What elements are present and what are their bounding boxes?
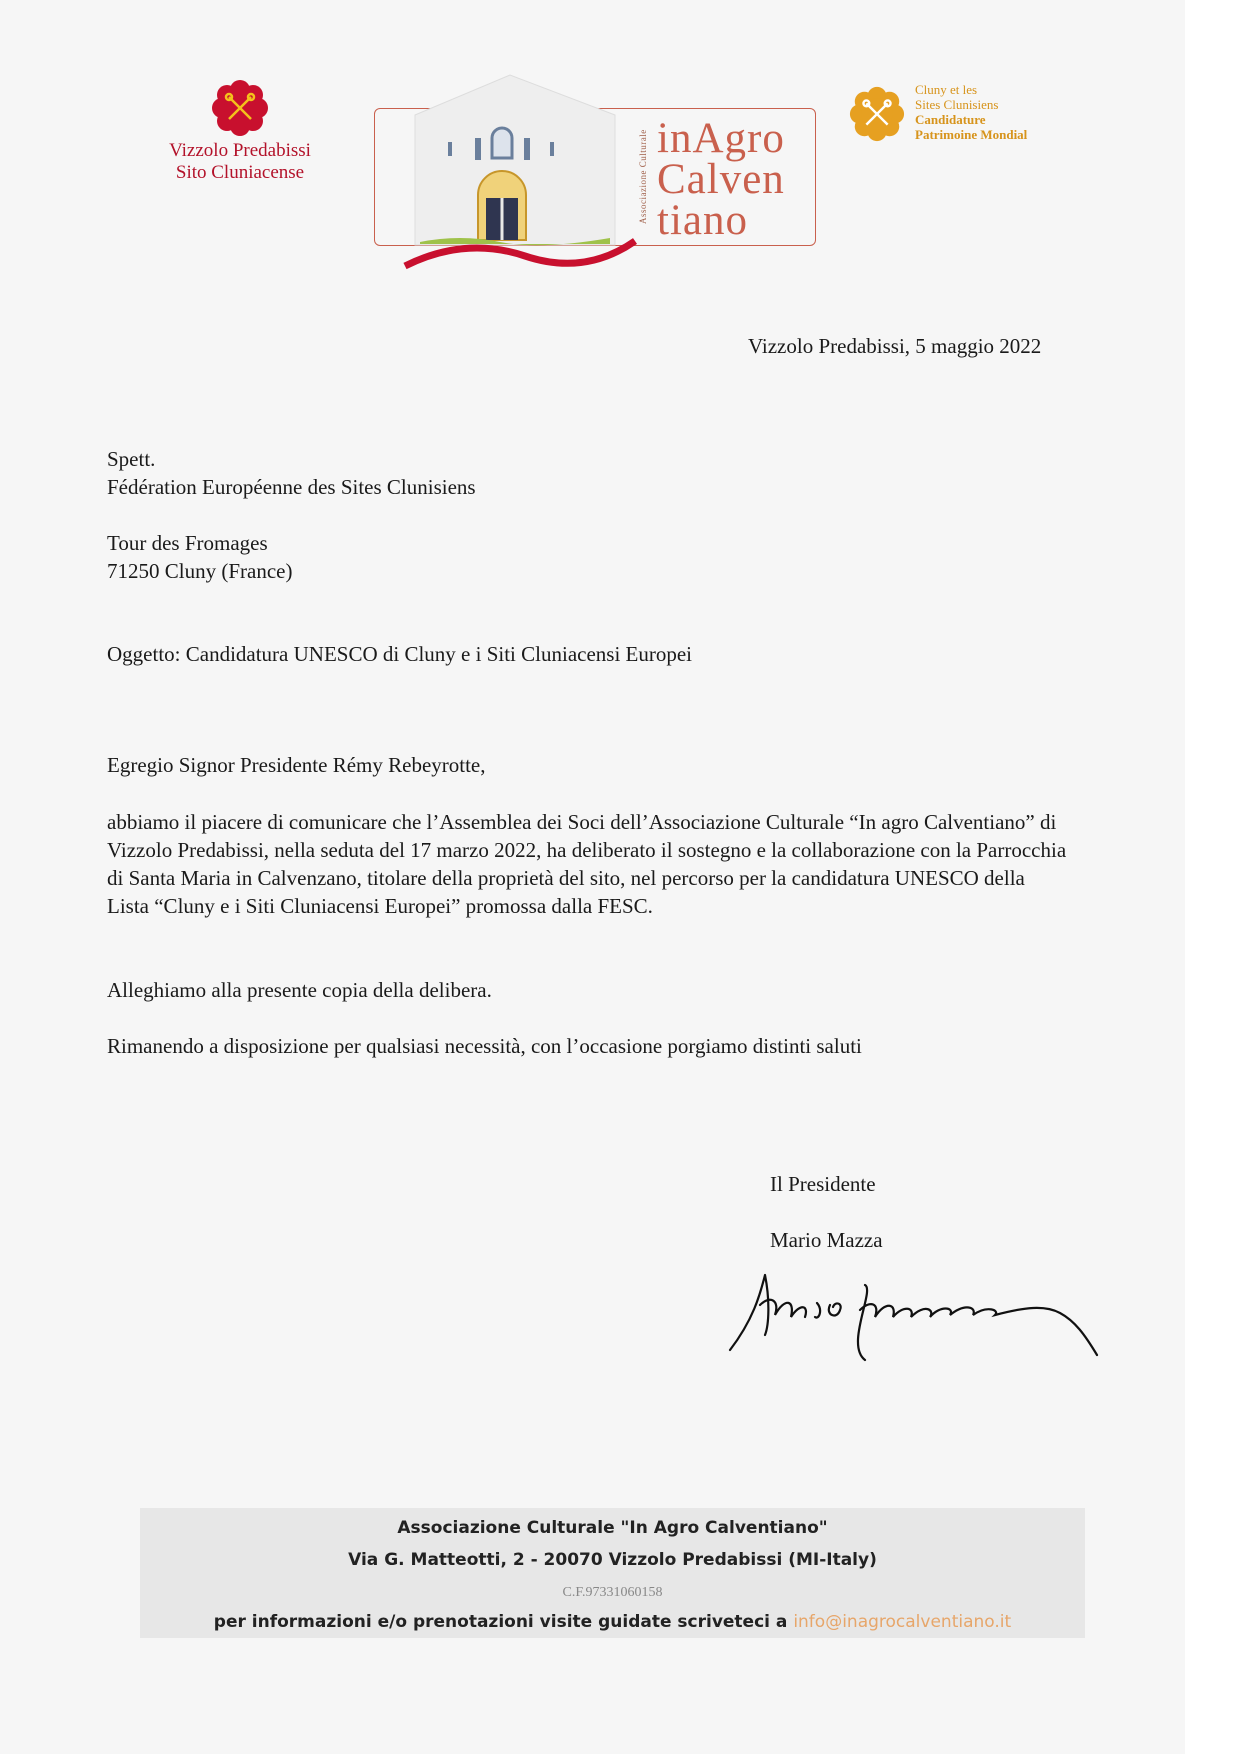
left-logo-line1: Vizzolo Predabissi — [169, 140, 311, 161]
attachment-note: Alleghiamo alla presente copia della delibera. — [107, 978, 492, 1002]
footer-email-link[interactable]: info@inagrocalventiano.it — [793, 1612, 1012, 1632]
place-date: Vizzolo Predabissi, 5 maggio 2022 — [748, 334, 1042, 358]
right-logo-line1: Cluny et les — [915, 82, 978, 97]
signer-name: Mario Mazza — [770, 1228, 883, 1252]
brand-line1: inAgro — [657, 115, 785, 162]
cluny-flower-logo-icon — [848, 85, 906, 143]
recipient-salutation: Spett. — [107, 447, 156, 471]
footer-contact-text: per informazioni e/o prenotazioni visite guidate scriveteci a — [213, 1612, 788, 1632]
brand-line2: Calven — [657, 156, 785, 203]
footer-tax-code: C.F.97331060158 — [562, 1585, 663, 1600]
left-logo-text — [150, 140, 330, 184]
center-logo-vertical-label: Associazione Culturale — [638, 129, 648, 225]
recipient-address-line2: 71250 Cluny (France) — [107, 559, 293, 583]
center-logo-brand — [657, 115, 817, 244]
recipient-address-line1: Tour des Fromages — [107, 531, 268, 555]
right-logo-line3: Candidature — [915, 112, 986, 127]
footer-address: Via G. Matteotti, 2 - 20070 Vizzolo Predabissi (MI-Italy) — [348, 1550, 877, 1570]
right-logo-text — [915, 82, 1085, 142]
recipient-organization: Fédération Européenne des Sites Clunisiens — [107, 475, 476, 499]
letterhead-footer — [140, 1508, 1085, 1638]
right-logo-line4: Patrimoine Mondial — [915, 127, 1028, 142]
vizzolo-flower-logo-icon — [210, 78, 270, 138]
letter-closing: Rimanendo a disposizione per qualsiasi necessità, con l’occasione porgiamo distinti saluti — [107, 1034, 862, 1058]
footer-contact-line — [140, 1612, 1085, 1632]
brand-line3: tiano — [657, 197, 748, 244]
church-illustration-icon — [400, 70, 645, 270]
letter-body-paragraph: abbiamo il piacere di comunicare che l’Assemblea dei Soci dell’Associazione Culturale “In agro Calventiano” di Vizzolo Predabissi, nella seduta del 17 marzo 2022, ha deliberato il sostegno e la collaborazione con la Parrocchia di Santa Maria in Calvenzano, titolare della proprietà del sito, nel percorso per la candidatura UNESCO della Lista “Cluny e i Siti Cluniacensi Europei” promossa dalla FESC. — [107, 810, 1067, 918]
left-logo-line2: Sito Cluniacense — [175, 162, 305, 183]
handwritten-signature — [725, 1265, 1125, 1365]
right-logo-line2: Sites Clunisiens — [915, 97, 999, 112]
letter-greeting: Egregio Signor Presidente Rémy Rebeyrotte, — [107, 753, 486, 777]
footer-association-name: Associazione Culturale "In Agro Calventiano" — [397, 1518, 828, 1538]
letter-subject: Oggetto: Candidatura UNESCO di Cluny e i Siti Cluniacensi Europei — [107, 642, 693, 666]
signer-title: Il Presidente — [770, 1172, 876, 1196]
